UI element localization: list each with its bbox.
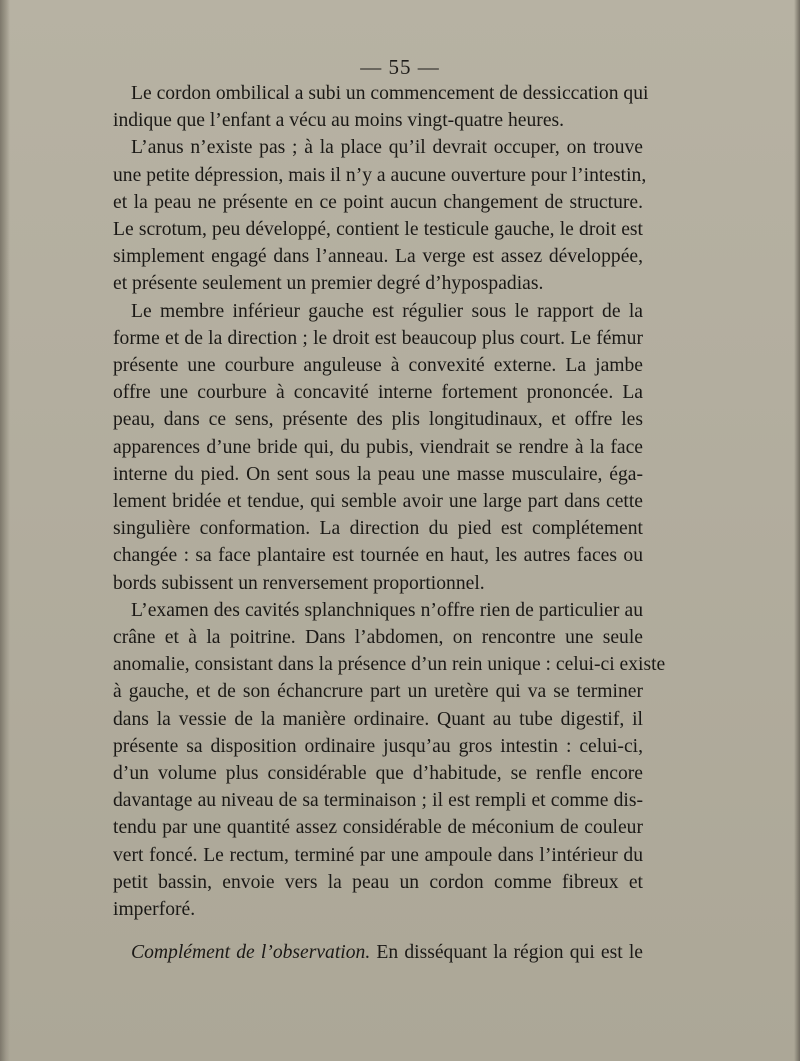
text-line: une petite dépression, mais il n’y a aucune ouverture pour l’intestin,	[113, 164, 647, 186]
text-line: peau, dans ce sens, présente des plis longitudinaux, et offre les	[113, 409, 643, 431]
text-line: et présente seulement un premier degré d’hypospadias.	[113, 273, 544, 295]
binding-shadow	[0, 0, 10, 1061]
text-line: simplement engagé dans l’anneau. La verge est assez développée,	[113, 246, 643, 268]
text-line: d’un volume plus considérable que d’habitude, se renfle encore	[113, 763, 643, 785]
text-line: apparences d’une bride qui, du pubis, viendrait se rendre à la face	[113, 436, 643, 458]
text-line: Le membre inférieur gauche est régulier sous le rapport de la	[131, 300, 643, 322]
text-line: vert foncé. Le rectum, terminé par une ampoule dans l’intérieur du	[113, 844, 643, 866]
text-line: L’examen des cavités splanchniques n’offre rien de particulier au	[131, 599, 643, 621]
body-text	[113, 80, 666, 967]
text-line: imperforé.	[113, 899, 196, 921]
section-line	[113, 939, 643, 966]
text-line: offre une courbure à concavité interne fortement prononcée. La	[113, 382, 643, 404]
text-line: bords subissent un renversement proportionnel.	[113, 572, 485, 594]
section-heading: Complément de l’observation.	[131, 942, 371, 964]
text-line: et la peau ne présente en ce point aucun changement de structure.	[113, 191, 643, 213]
text-line: lement bridée et tendue, qui semble avoir une large part dans cette	[113, 491, 643, 513]
text-line: changée : sa face plantaire est tournée en haut, les autres faces ou	[113, 545, 643, 567]
text-line: Le cordon ombilical a subi un commencement de dessiccation qui	[131, 83, 649, 104]
text-line: interne du pied. On sent sous la peau une masse musculaire, éga-	[113, 463, 643, 485]
text-line: forme et de la direction ; le droit est beaucoup plus court. Le fémur	[113, 327, 643, 349]
page-number: — 55 —	[360, 55, 440, 79]
text-line: tendu par une quantité assez considérable de méconium de couleur	[113, 817, 643, 839]
page-edge-shadow	[794, 0, 800, 1061]
text-line: crâne et à la poitrine. Dans l’abdomen, on rencontre une seule	[113, 627, 643, 649]
text-line: petit bassin, envoie vers la peau un cordon comme fibreux et	[113, 871, 643, 893]
text-line: présente une courbure anguleuse à convexité externe. La jambe	[113, 355, 643, 377]
text-line: présente sa disposition ordinaire jusqu’au gros intestin : celui-ci,	[113, 735, 643, 757]
text-line: indique que l’enfant a vécu au moins vingt-quatre heures.	[113, 110, 565, 132]
text-line: anomalie, consistant dans la présence d’un rein unique : celui-ci existe	[113, 654, 666, 676]
section-gap	[113, 923, 643, 939]
text-line: Le scrotum, peu développé, contient le testicule gauche, le droit est	[113, 219, 643, 241]
text-line: à gauche, et de son échancrure part un uretère qui va se terminer	[113, 681, 643, 703]
text-line: dans la vessie de la manière ordinaire. Quant au tube digestif, il	[113, 708, 643, 730]
section-text: En disséquant la région qui est le	[370, 942, 643, 964]
text-line: davantage au niveau de sa terminaison ; il est rempli et comme dis-	[113, 790, 643, 812]
text-line: L’anus n’existe pas ; à la place qu’il devrait occuper, on trouve	[131, 137, 643, 159]
text-line: singulière conformation. La direction du pied est complétement	[113, 518, 643, 540]
